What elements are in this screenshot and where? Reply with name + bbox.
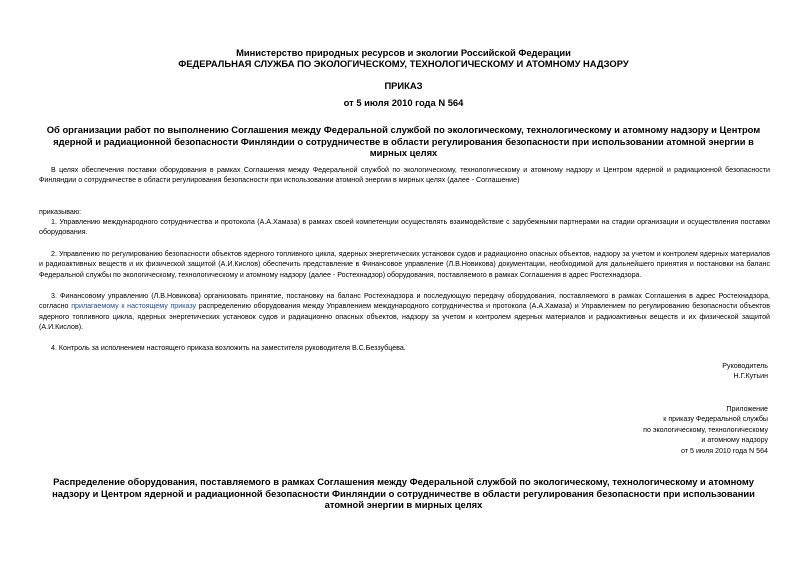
appendix-line-3: по экологическому, технологическому — [643, 425, 768, 434]
signature-block — [722, 361, 768, 382]
ministry-name: Министерство природных ресурсов и экологии Российской Федерации — [236, 47, 571, 58]
item-3 — [39, 291, 770, 333]
doc-type: ПРИКАЗ — [384, 80, 423, 91]
document-title: Об организации работ по выполнению Соглашения между Федеральной службой по экологическому, технологическому и атомному надзору и Центром ядерной и радиационной безопасности Финляндии о сотрудничестве в области регулирования безопасности при использовании атомной энергии в мирных целях — [46, 124, 761, 158]
appendix-title: Распределение оборудования, поставляемого в рамках Соглашения между Федеральной службой по экологическому, технологическому и атомному надзору и Центром ядерной и радиационной безопасности Финляндии о сотрудничестве в области регулирования безопасности при использовании атомной энергии в мирных целях — [52, 476, 755, 510]
item-1: 1. Управлению международного сотрудничества и протокола (А.А.Хамаза) в рамках своей компетенции осуществлять взаимодействие с зарубежными партнерами на стадии организации и осуществления поставки оборудования. — [39, 218, 770, 237]
appendix-line-2: к приказу Федеральной службы — [663, 415, 768, 424]
item-3-text-a: 3. Финансовому управлению (Л.В.Новикова) организовать принятие, постановку на баланс Ростехнадзора и последующую передачу оборудования, поставляемого в рамках Соглашения в адрес Ростехнадзора, согласно — [39, 292, 770, 311]
signature-position: Руководитель — [722, 362, 768, 370]
signature-name: Н.Г.Кутьин — [733, 372, 768, 381]
appendix-line-4: и атомному надзору — [701, 436, 768, 445]
service-name: ФЕДЕРАЛЬНАЯ СЛУЖБА ПО ЭКОЛОГИЧЕСКОМУ, ТЕХНОЛОГИЧЕСКОМУ И АТОМНОМУ НАДЗОРУ — [178, 58, 629, 69]
item-2: 2. Управлению по регулированию безопасности объектов ядерного топливного цикла, ядерных энергетических установок судов и радиационно опасных объектов, надзору за учетом и контролем ядерных материалов и радиоактивных веществ и их физической защитой (А.И.Кислов) обеспечить представление в Финансовое управление (Л.В.Новикова) документации, необходимой для дальнейшего принятия и постановки на баланс Федеральной службы по экологическому, технологическому и атомному надзору (далее - Ростехнадзор) оборудования, поставляемого в рамках Соглашения в адрес Ростехнадзора. — [39, 250, 770, 279]
doc-date: от 5 июля 2010 года N 564 — [343, 97, 464, 108]
item-3-text-b: распределению оборудования между Управлением международного сотрудничества и протокола (А.А.Хамаза) и Управлением по регулированию безопасности объектов ядерного топливного цикла, ядерных энергетических установок судов и радиационно опасных объектов, надзору за учетом и контролем ядерных материалов и радиоактивных веществ и их физической защитой (А.И.Кислов). — [39, 302, 771, 332]
appendix-block — [643, 404, 768, 456]
item-4: 4. Контроль за исполнением настоящего приказа возложить на заместителя руководителя В.С.Беззубцева. — [51, 344, 406, 352]
order-word: приказываю: — [39, 208, 82, 216]
appendix-link[interactable]: прилагаемому к настоящему приказу — [71, 302, 197, 311]
intro-paragraph: В целях обеспечения поставки оборудования в рамках Соглашения между Федеральной службой по экологическому, технологическому и атомному надзору и Центром ядерной и радиационной безопасности Финляндии о сотрудничестве в области регулирования безопасности при использовании атомной энергии в мирных целях (далее - Соглашение) — [39, 166, 770, 185]
appendix-line-5: от 5 июля 2010 года N 564 — [681, 446, 768, 455]
appendix-line-1: Приложение — [726, 405, 768, 413]
